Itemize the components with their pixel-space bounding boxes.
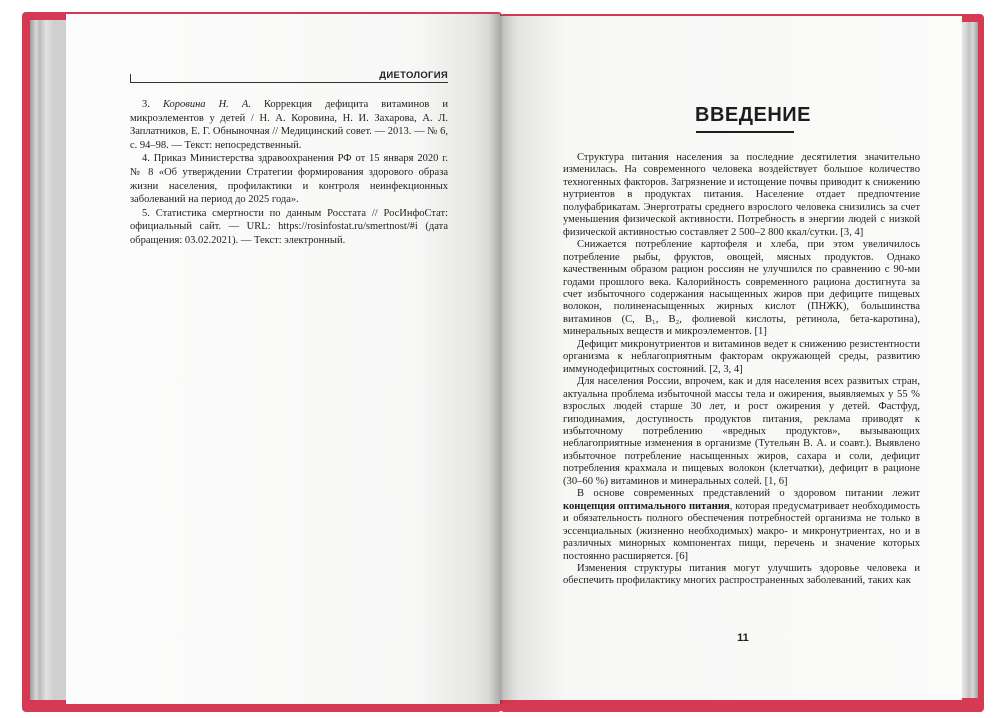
body-text — [563, 152, 920, 588]
reference-list — [130, 98, 448, 248]
reference-number: 4. — [142, 153, 150, 165]
reference-text: Приказ Министерства здравоохранения РФ от 15 января 2020 г. № 8 «Об утверждении Стратегии формирования здорового образа жизни населения, профилактики и контроля неинфекционных заболеваний на период до 2025 года». — [130, 153, 449, 206]
reference-number: 5. — [142, 207, 150, 219]
reference-text: Статистика смертности по данным Росстата // РосИнфоСтат: официальный сайт. — URL: https://rosinfostat.ru/smertnost/#i (дата обращения: 03.02.2021). — Текст: электронный. — [130, 207, 448, 246]
reference-item — [130, 98, 448, 152]
reference-author: Коровина Н. А. — [162, 99, 251, 110]
reference-item — [130, 207, 448, 248]
bold-term: концепция оптимального питания — [563, 500, 730, 512]
page-number: 11 — [737, 632, 749, 644]
paragraph: Изменения структуры питания могут улучшить здоровье человека и обеспечить профилактику многих распространенных заболеваний, таких как — [563, 562, 920, 587]
book-spine-shadow — [488, 14, 514, 704]
reference-item — [130, 152, 448, 206]
paragraph: Структура питания населения за последние десятилетия значительно изменилась. На современного человека воздействует большое количество техногенных факторов. Загрязнение и истощение почвы приводит к снижению нутриентов в продуктах питания. Население отдает предпочтение полуфабрикатам. Энерготраты среднего взрослого человека снизились за счет уменьшения физической активности. Потребность в энергии людей с низкой физической активностью составляет 2 500–2 800 ккал/сутки. [3, 4] — [563, 152, 920, 238]
running-head: ДИЕТОЛОГИЯ — [379, 70, 448, 81]
paragraph — [563, 488, 920, 563]
paragraph-lead: В основе современных представлений о здоровом питании лежит — [577, 488, 920, 500]
paragraph: Дефицит микронутриентов и витаминов ведет к снижению резистентности организма к неблагоприятным факторам окружающей среды, развитию иммунодефицитных состояний. [2, 3, 4] — [563, 338, 920, 375]
running-head-rule — [130, 82, 448, 83]
chapter-title: ВВЕДЕНИЕ — [695, 104, 811, 126]
chapter-title-rule — [696, 131, 794, 133]
reference-text: Коррекция дефицита витаминов и микроэлементов у детей / Н. А. Коровина, Н. И. Захарова, А. Л. Заплатников, Е. Г. Обныночная // Медицинский совет. — 2013. — № 6, с. 94–98. — Текст: непосредственный. — [130, 99, 449, 151]
paragraph: Снижается потребление картофеля и хлеба, при этом увеличилось потребление рыбы, фруктов, овощей, мясных продуктов. Однако качественным образом рацион россиян не улучшился по сравнению с 90-ми годами прошлого века. Калорийность современного рациона достигнута за счет избыточного содержания насыщенных жиров при дефиците пищевых волокон, полиненасыщенных жирных кислот (ПНЖК), большинства витаминов (C, B₁, B₂, фолиевой кислоты, ретинола, бета-каротина), минеральных веществ и микроэлементов. [1] — [563, 239, 920, 338]
reference-number: 3. — [142, 99, 150, 110]
paragraph: Для населения России, впрочем, как и для населения всех развитых стран, актуальна проблема избыточной массы тела и ожирения, выявляемых у 55 % взрослых людей старше 30 лет, и рост ожирения у детей. Фастфуд, гиподинамия, доступность продуктов питания, реклама приводят к избыточному потреблению «вредных продуктов», вызывающих неблагоприятные изменения в организме (Тутельян В. А. и соавт.). Выявлено избыточное потребление насыщенных жиров, сахара и соли, дефицит потребления крахмала и пищевых волокон (клетчатки), дефицит в рационе (30–60 %) витаминов и минеральных солей. [1, 6] — [563, 376, 920, 487]
paragraph-rest: , которая предусматривает необходимость и обязательность полного обеспечения потребностей организма не только в эссенциальных (жизненно необходимых) макро- и микронутриентах, но и в различных минорных компонентах пищи, перечень и значение которых постоянно расширяется. [6] — [563, 500, 920, 562]
